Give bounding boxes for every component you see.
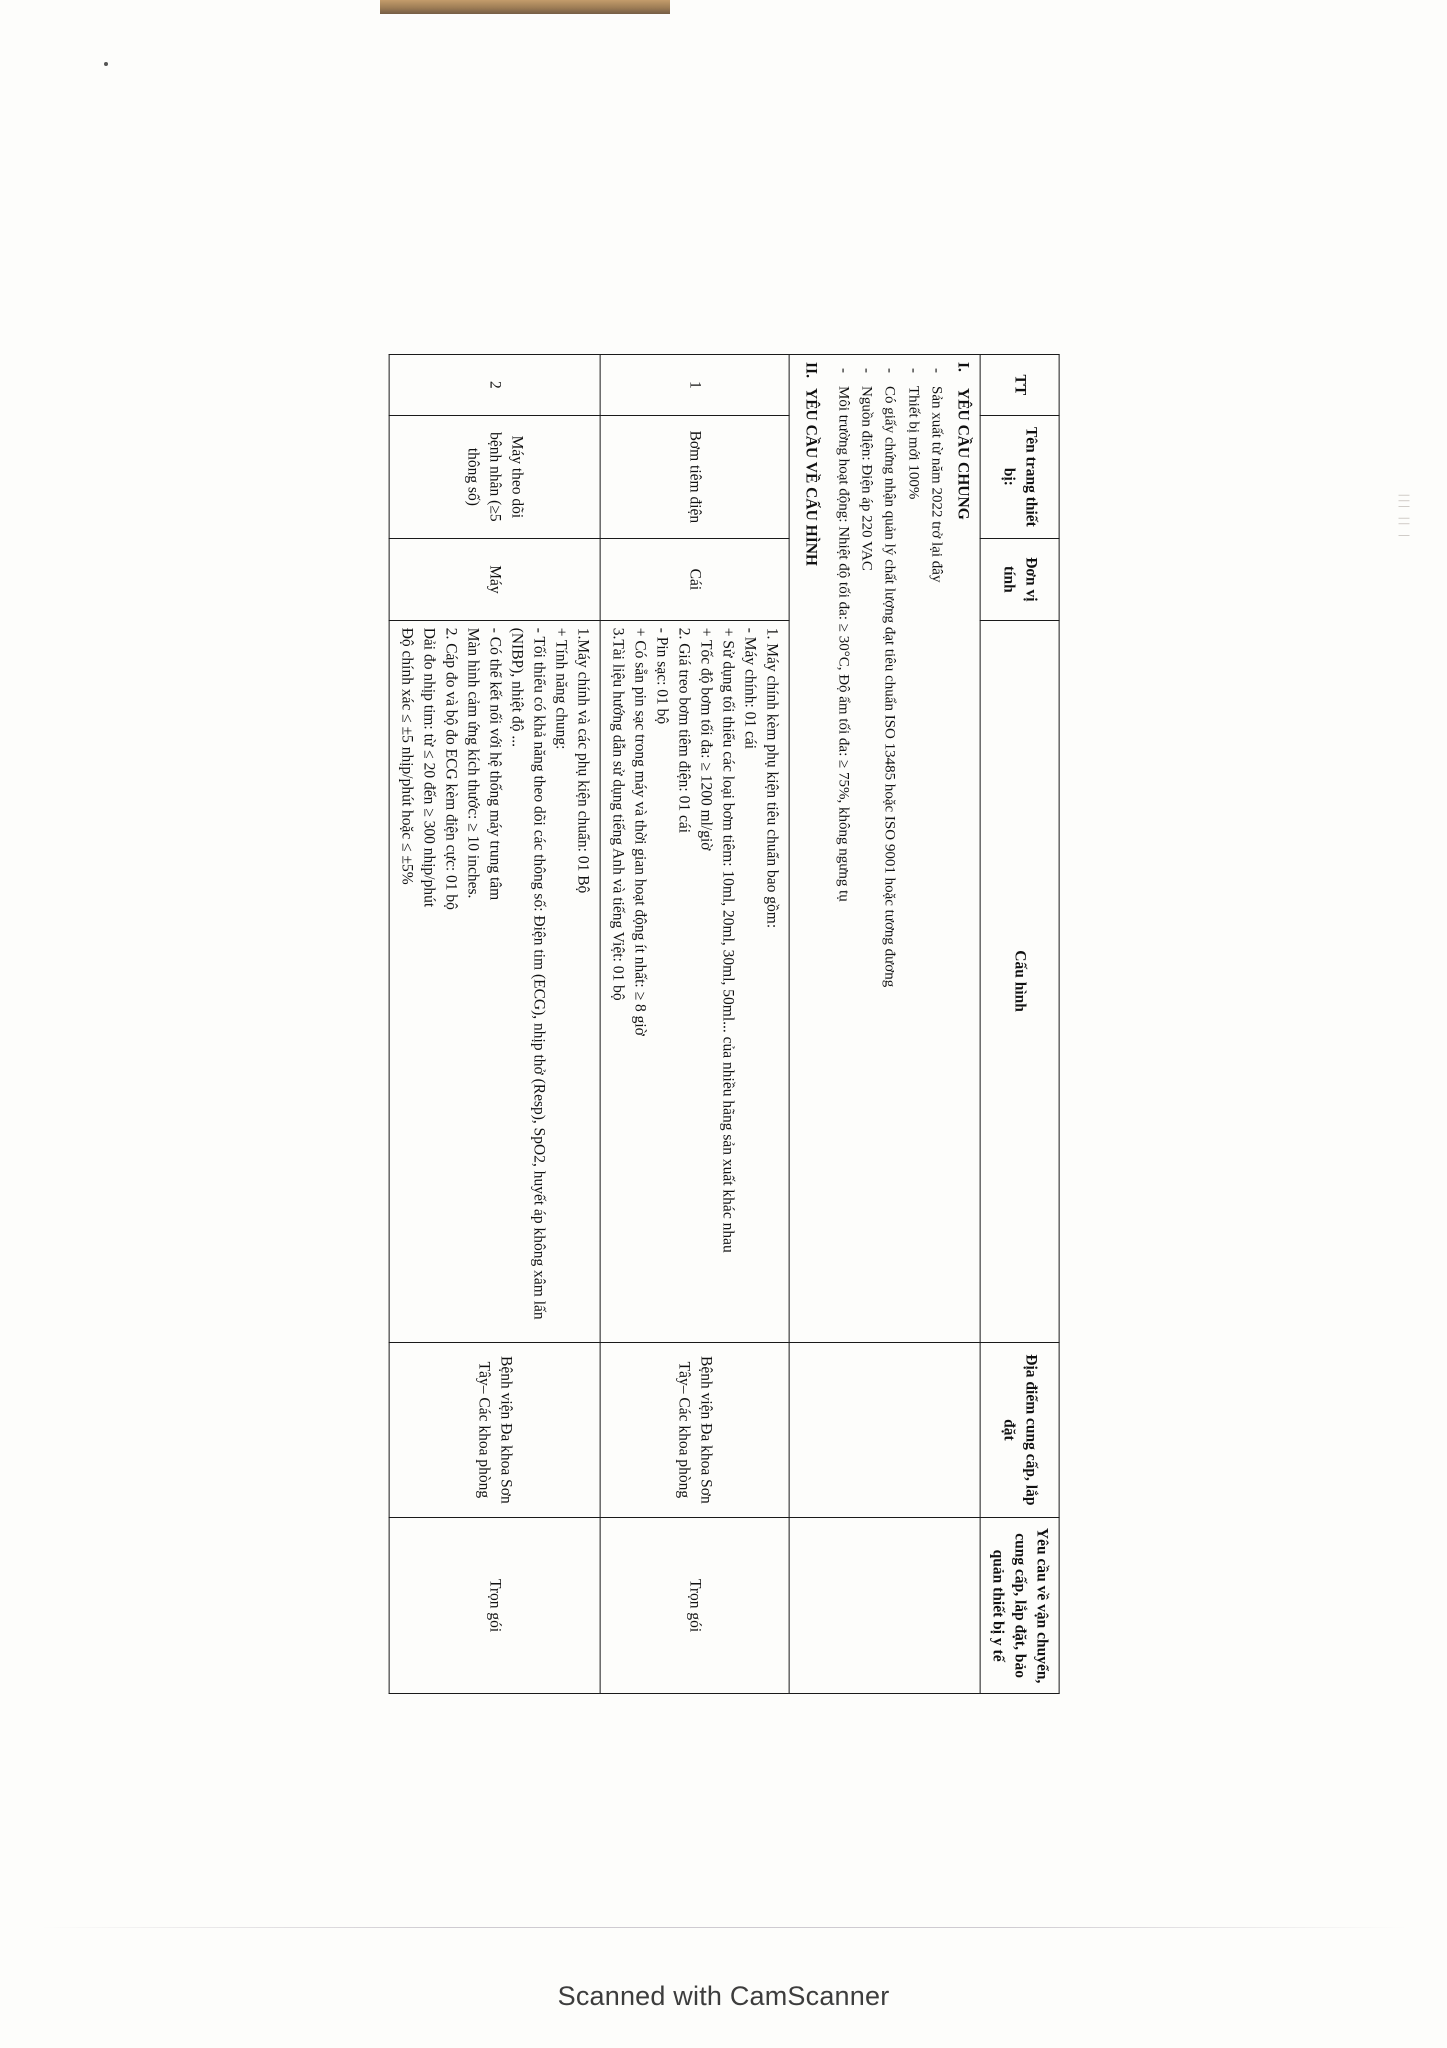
row-unit: Cái [599, 539, 788, 621]
config-line: + Có sẵn pin sạc trong máy và thời gian hoạt động ít nhất: ≥ 8 giờ [630, 627, 648, 1036]
camscanner-watermark: Scanned with CamScanner [557, 1981, 890, 2011]
config-line: 1.Máy chính và các phụ kiện chuẩn: 01 Bộ [573, 627, 591, 894]
table-header-row [980, 355, 1059, 1694]
row-tt: 2 [388, 355, 599, 416]
config-line: Độ chính xác ≤ ±5 nhịp/phút hoặc ≤ ±5% [397, 627, 415, 885]
section-row-general [788, 355, 979, 1694]
section-transport-empty [788, 1518, 979, 1694]
config-line: 3.Tài liệu hướng dẫn sử dụng tiếng Anh và tiếng Việt: 01 bộ [608, 627, 626, 1001]
bullet-item: - Có giấy chứng nhận quản lý chất lượng đạt tiêu chuẩn ISO 13485 hoặc ISO 9001 hoặc tương đương [877, 362, 900, 1335]
section-place-empty [788, 1342, 979, 1518]
equipment-spec-table [388, 354, 1059, 1694]
config-line: Dải đo nhịp tim: từ ≤ 20 đến ≥ 300 nhịp/phút [419, 627, 437, 908]
header-transport: Yêu cầu về vận chuyển, cung cấp, lắp đặt, bảo quản thiết bị y tế [980, 1518, 1059, 1694]
row-unit: Máy [388, 539, 599, 621]
config-line: + Sử dụng tối thiểu các loại bơm tiêm: 10ml, 20ml, 30ml, 50ml... của nhiều hãng sản xuất khác nhau [718, 627, 736, 1253]
section-config-title [799, 362, 821, 1335]
config-line: Màn hình cảm ứng kích thước: ≥ 10 inches. [463, 627, 481, 899]
bullet-item: - Sản xuất từ năm 2022 trở lại đây [924, 362, 947, 1335]
spec-table-container [388, 354, 1059, 1694]
bullet-item: - Nguồn điện: Điện áp 220 VAC [854, 362, 877, 1335]
section-general [788, 355, 979, 1343]
row-name: Bơm tiêm điện [599, 415, 788, 538]
config-line: 2. Giá treo bơm tiêm điện: 01 cái [674, 627, 692, 834]
header-config: Cấu hình [980, 620, 1059, 1342]
config-line: - Máy chính: 01 cái [740, 627, 758, 750]
section-general-bullets [831, 362, 947, 1335]
bullet-item: - Thiết bị mới 100% [901, 362, 924, 1335]
header-name: Tên trang thiết bị: [980, 415, 1059, 538]
row-place: Bệnh viện Đa khoa Sơn Tây– Các khoa phòng [388, 1342, 599, 1518]
row-name: Máy theo dõi bệnh nhân (≥5 thông số) [388, 415, 599, 538]
config-line: + Tốc độ bơm tối đa: ≥ 1200 ml/giờ [696, 627, 714, 851]
row-tt: 1 [599, 355, 788, 416]
section-general-title [951, 362, 973, 1335]
table-row [599, 355, 788, 1694]
row-transport: Trọn gói [388, 1518, 599, 1694]
page-edge-shadow [40, 1927, 1407, 1928]
row-place: Bệnh viện Đa khoa Sơn Tây– Các khoa phòng [599, 1342, 788, 1518]
config-line: 2. Cáp đo và bộ đo ECG kèm điện cực: 01 bộ [441, 627, 459, 910]
config-line: - Có thể kết nối với hệ thống máy trung tâm [485, 627, 503, 901]
section-spacer [821, 362, 831, 1335]
section-general-label: YÊU CẦU CHUNG [954, 388, 972, 520]
section-general-number: I. [954, 362, 972, 372]
config-line: - Pin sạc: 01 bộ [652, 627, 670, 725]
row-config [599, 620, 788, 1342]
table-row [388, 355, 599, 1694]
section-config-number: II. [801, 362, 819, 378]
row-transport: Trọn gói [599, 1518, 788, 1694]
margin-marks: ||| || | [1398, 493, 1413, 540]
header-place: Địa điểm cung cấp, lắp đặt [980, 1342, 1059, 1518]
config-line: 1. Máy chính kèm phụ kiện tiêu chuẩn bao gồm: [762, 627, 780, 929]
config-line: - Tối thiểu có khả năng theo dõi các thông số: Điện tim (ECG), nhịp thở (Resp), SpO2, huyết áp không xâm lấn (NIBP), nhiệt độ ... [507, 627, 547, 1320]
header-tt: TT [980, 355, 1059, 416]
header-unit: Đơn vị tính [980, 539, 1059, 621]
bullet-item: - Môi trường hoạt động: Nhiệt độ tối đa: ≥ 30°C, Độ ẩm tối đa: ≥ 75%, không ngưng tụ [831, 362, 854, 1335]
row-config [388, 620, 599, 1342]
section-config-label: YÊU CẦU VỀ CẤU HÌNH [801, 388, 819, 566]
config-line: + Tính năng chung: [551, 627, 569, 750]
